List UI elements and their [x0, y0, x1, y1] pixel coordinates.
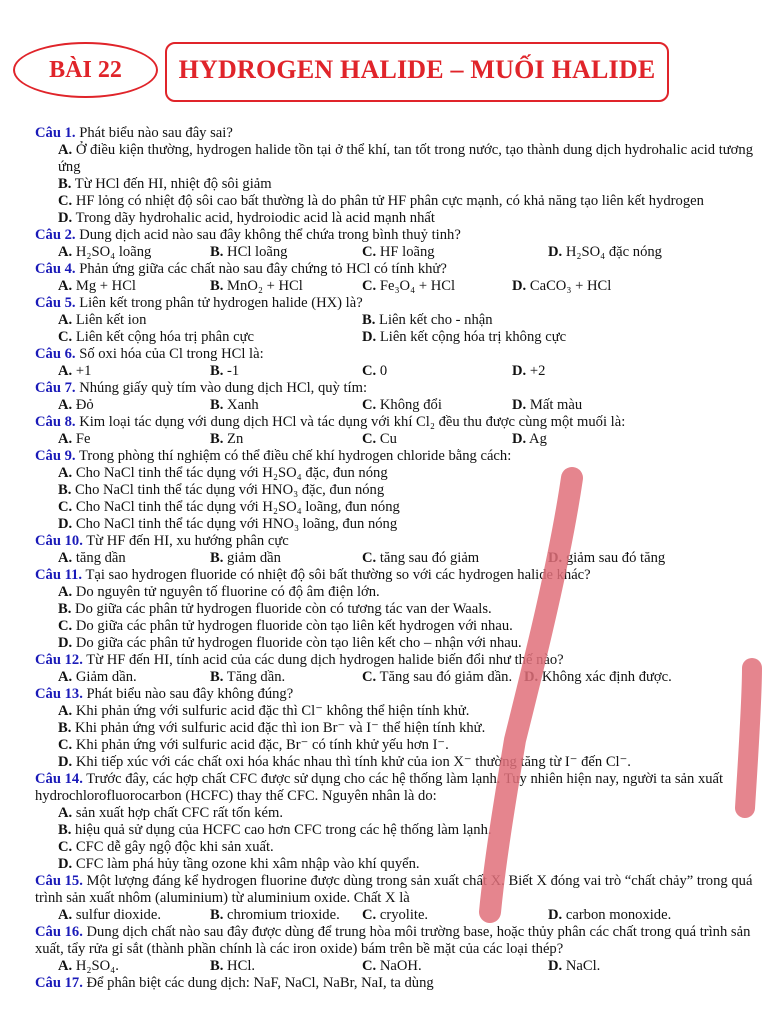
option-text: CFC dễ gây ngộ độc khi sản xuất.	[75, 839, 274, 855]
option-letter: D.	[58, 210, 73, 226]
question-4	[35, 261, 757, 278]
option-text: Không đổi	[379, 397, 442, 413]
option-text: -1	[227, 363, 240, 379]
option	[35, 601, 757, 618]
option-text: 0	[379, 363, 388, 379]
question-number: Câu 8.	[35, 414, 76, 430]
option-text: hiệu quả sử dụng của HCFC cao hơn CFC trong các hệ thống làm lạnh.	[75, 822, 492, 838]
option-letter: C.	[362, 244, 377, 260]
question-stem: Phát biểu nào sau đây không đúng?	[86, 686, 294, 702]
option-text: Fe₃O₄ + HCl	[379, 278, 456, 294]
option-letter: A.	[58, 907, 73, 923]
question-15	[35, 873, 757, 907]
question-stem: Dung dịch chất nào sau đây được dùng để trung hòa môi trường base, hoặc thủy phân các chất trong quá trình sản xuất, tẩy rửa gỉ sắt (thành phần chính là các iron oxide) bám trên bề mặt của các loại thép?	[35, 924, 751, 957]
question-number: Câu 6.	[35, 346, 76, 362]
option-letter: B.	[210, 669, 224, 685]
question-stem: Tại sao hydrogen fluoride có nhiệt độ sôi bất thường so với các hydrogen halide khác?	[85, 567, 591, 583]
option-letter: C.	[362, 550, 377, 566]
question-number: Câu 2.	[35, 227, 76, 243]
option-letter: B.	[58, 601, 72, 617]
question-stem: Liên kết trong phân tử hydrogen halide (HX) là?	[79, 295, 363, 311]
option	[210, 278, 362, 295]
option	[210, 431, 362, 448]
option-letter: C.	[362, 431, 377, 447]
option-text: sulfur dioxide.	[75, 907, 161, 923]
option-letter: A.	[58, 244, 73, 260]
option-row	[35, 669, 757, 686]
option-letter: C.	[58, 193, 73, 209]
question-stem: Từ HF đến HI, tính acid của các dung dịch hydrogen halide biến đổi như thế nào?	[86, 652, 564, 668]
question-number: Câu 16.	[35, 924, 83, 940]
option-text: Xanh	[227, 397, 259, 413]
question-8	[35, 414, 757, 431]
option	[362, 244, 548, 261]
option	[35, 618, 757, 635]
option	[362, 329, 566, 346]
option	[35, 176, 757, 193]
option-text: CaCO₃ + HCl	[529, 278, 612, 294]
option-letter: B.	[210, 278, 224, 294]
option-letter: A.	[58, 584, 73, 600]
option-letter: C.	[362, 907, 377, 923]
option-letter: C.	[362, 363, 377, 379]
option-text: sản xuất hợp chất CFC rất tốn kém.	[75, 805, 283, 821]
question-number: Câu 7.	[35, 380, 76, 396]
option-letter: C.	[58, 618, 73, 634]
option-letter: D.	[512, 363, 527, 379]
page-title	[165, 42, 669, 102]
option	[35, 193, 757, 210]
option-text: giảm dần	[227, 550, 281, 566]
lesson-label: BÀI 22	[49, 56, 122, 83]
lesson-badge	[13, 42, 158, 98]
question-list	[35, 125, 757, 992]
option	[362, 397, 512, 414]
option-text: CFC làm phá hủy tầng ozone khi xâm nhập vào khí quyển.	[75, 856, 420, 872]
option-letter: B.	[58, 482, 72, 498]
option-letter: C.	[58, 499, 73, 515]
question-stem: Số oxi hóa của Cl trong HCl là:	[79, 346, 264, 362]
option-text: H₂SO₄ loãng	[75, 244, 152, 260]
option-letter: D.	[524, 669, 539, 685]
option-row	[35, 312, 757, 329]
question-number: Câu 11.	[35, 567, 83, 583]
question-6	[35, 346, 757, 363]
option	[35, 635, 757, 652]
option	[362, 312, 493, 329]
question-1	[35, 125, 757, 142]
option-text: Do giữa các phân tử hydrogen fluoride còn có tương tác van der Waals.	[75, 601, 492, 617]
question-number: Câu 13.	[35, 686, 83, 702]
option-row	[35, 431, 757, 448]
option-text: Liên kết cho - nhận	[379, 312, 493, 328]
question-stem: Dung dịch acid nào sau đây không thể chứa trong bình thuỷ tinh?	[79, 227, 461, 243]
option	[210, 669, 362, 686]
option-text: HF lỏng có nhiệt độ sôi cao bất thường là do phân tử HF phân cực mạnh, có khả năng tạo liên kết hydrogen	[75, 193, 704, 209]
question-stem: Từ HF đến HI, xu hướng phân cực	[86, 533, 289, 549]
option-letter: B.	[210, 550, 224, 566]
question-10	[35, 533, 757, 550]
question-number: Câu 17.	[35, 975, 83, 991]
option-text: giảm sau đó tăng	[565, 550, 666, 566]
option-row	[35, 907, 757, 924]
question-number: Câu 1.	[35, 125, 76, 141]
option-letter: B.	[210, 958, 224, 974]
option-letter: D.	[58, 635, 73, 651]
question-number: Câu 12.	[35, 652, 83, 668]
option-text: Do giữa các phân tử hydrogen fluoride còn tạo liên kết hydrogen với nhau.	[75, 618, 513, 634]
question-5	[35, 295, 757, 312]
option-row	[35, 278, 757, 295]
option-text: Khi phản ứng với sulfuric acid đặc thì Cl⁻ không thể hiện tính khử.	[75, 703, 470, 719]
question-stem: Để phân biệt các dung dịch: NaF, NaCl, NaBr, NaI, ta dùng	[86, 975, 434, 991]
option-letter: A.	[58, 550, 73, 566]
option-text: Đỏ	[75, 397, 94, 413]
option	[512, 397, 582, 414]
option-letter: A.	[58, 465, 73, 481]
option	[210, 958, 362, 975]
option	[512, 363, 545, 380]
option-text: Liên kết ion	[75, 312, 147, 328]
option-letter: D.	[512, 431, 527, 447]
option-text: Cho NaCl tinh thể tác dụng với HNO₃ đặc, đun nóng	[75, 482, 385, 498]
question-stem: Một lượng đáng kể hydrogen fluorine được dùng trong sản xuất chất X. Biết X đóng vai trò “chất chảy” trong quá trình sản xuất nhôm (aluminium) từ aluminium oxide. Chất X là	[35, 873, 753, 906]
option-letter: A.	[58, 958, 73, 974]
option-text: Khi phản ứng với sulfuric acid đặc thì ion Br⁻ và I⁻ thể hiện tính khử.	[75, 720, 486, 736]
option	[524, 669, 672, 686]
question-number: Câu 5.	[35, 295, 76, 311]
question-number: Câu 4.	[35, 261, 76, 277]
option-text: Liên kết cộng hóa trị phân cực	[75, 329, 254, 345]
question-13	[35, 686, 757, 703]
option	[58, 431, 210, 448]
option	[58, 958, 210, 975]
option-text: tăng dần	[75, 550, 126, 566]
option-letter: B.	[362, 312, 376, 328]
option	[362, 550, 548, 567]
option-text: Mg + HCl	[75, 278, 136, 294]
option	[362, 278, 512, 295]
option-letter: D.	[512, 278, 527, 294]
option	[362, 431, 512, 448]
option	[35, 856, 757, 873]
option	[548, 550, 665, 567]
option-letter: C.	[58, 737, 73, 753]
option	[35, 482, 757, 499]
option	[35, 142, 757, 176]
option-text: H₂SO₄.	[75, 958, 119, 974]
option-text: HCl.	[227, 958, 256, 974]
option	[35, 499, 757, 516]
option	[35, 754, 757, 771]
option-letter: D.	[58, 516, 73, 532]
option-letter: B.	[210, 907, 224, 923]
option	[362, 363, 512, 380]
option	[35, 703, 757, 720]
question-9	[35, 448, 757, 465]
option	[210, 363, 362, 380]
option-text: Tăng dần.	[226, 669, 286, 685]
option	[35, 737, 757, 754]
option-text: Do nguyên tử nguyên tố fluorine có độ âm điện lớn.	[75, 584, 380, 600]
option-letter: C.	[362, 397, 377, 413]
option-text: Khi phản ứng với sulfuric acid đặc, Br⁻ có tính khử yếu hơn I⁻.	[75, 737, 449, 753]
option-letter: B.	[210, 431, 224, 447]
option-letter: A.	[58, 703, 73, 719]
option-letter: D.	[548, 958, 563, 974]
option-text: Mất màu	[529, 397, 583, 413]
option-text: HF loãng	[379, 244, 435, 260]
option-text: Cu	[379, 431, 397, 447]
option	[58, 363, 210, 380]
option-row	[35, 329, 757, 346]
option-letter: B.	[58, 822, 72, 838]
option-text: Zn	[227, 431, 244, 447]
option	[35, 465, 757, 482]
option	[58, 397, 210, 414]
question-number: Câu 15.	[35, 873, 83, 889]
option-letter: A.	[58, 805, 73, 821]
option-text: Khi tiếp xúc với các chất oxi hóa khác nhau thì tính khử của ion X⁻ thường tăng từ I⁻ đến Cl⁻.	[75, 754, 631, 770]
option-letter: D.	[548, 550, 563, 566]
option-letter: C.	[58, 329, 73, 345]
option-text: Cho NaCl tinh thể tác dụng với H₂SO₄ đặc, đun nóng	[75, 465, 388, 481]
question-stem: Phát biểu nào sau đây sai?	[79, 125, 233, 141]
option	[58, 907, 210, 924]
option-text: Từ HCl đến HI, nhiệt độ sôi giảm	[74, 176, 272, 192]
question-number: Câu 10.	[35, 533, 83, 549]
option-letter: A.	[58, 431, 73, 447]
option-letter: B.	[210, 397, 224, 413]
option-letter: D.	[58, 856, 73, 872]
option	[548, 958, 600, 975]
option-text: H₂SO₄ đặc nóng	[565, 244, 662, 260]
option-text: Tăng sau đó giảm dần.	[379, 669, 513, 685]
option	[512, 278, 611, 295]
option	[35, 805, 757, 822]
option	[512, 431, 547, 448]
option-text: Không xác định được.	[541, 669, 672, 685]
option-row	[35, 397, 757, 414]
option	[58, 312, 362, 329]
option-letter: A.	[58, 312, 73, 328]
option-letter: B.	[210, 244, 224, 260]
question-number: Câu 9.	[35, 448, 76, 464]
option	[35, 516, 757, 533]
option-text: Cho NaCl tinh thể tác dụng với HNO₃ loãng, đun nóng	[75, 516, 398, 532]
option-text: carbon monoxide.	[565, 907, 672, 923]
option-text: Giảm dần.	[75, 669, 137, 685]
option	[210, 244, 362, 261]
option-text: HCl loãng	[227, 244, 288, 260]
option-text: NaCl.	[565, 958, 601, 974]
question-17	[35, 975, 757, 992]
option-text: MnO₂ + HCl	[227, 278, 303, 294]
question-11	[35, 567, 757, 584]
option	[35, 584, 757, 601]
option-letter: A.	[58, 278, 73, 294]
question-stem: Kim loại tác dụng với dung dịch HCl và tác dụng với khí Cl₂ đều thu được cùng một muối là:	[79, 414, 626, 430]
option	[58, 278, 210, 295]
page-title-text: HYDROGEN HALIDE – MUỐI HALIDE	[178, 55, 656, 84]
option	[35, 822, 757, 839]
question-16	[35, 924, 757, 958]
option-letter: A.	[58, 142, 73, 158]
option	[58, 244, 210, 261]
option	[362, 907, 548, 924]
option-row	[35, 550, 757, 567]
option	[35, 210, 757, 227]
option	[210, 550, 362, 567]
option	[362, 958, 548, 975]
option-text: Do giữa các phân tử hydrogen fluoride còn tạo liên kết cho – nhận với nhau.	[75, 635, 522, 651]
option-letter: A.	[58, 397, 73, 413]
option	[548, 244, 662, 261]
question-12	[35, 652, 757, 669]
option-letter: D.	[548, 244, 563, 260]
question-7	[35, 380, 757, 397]
option-letter: C.	[58, 839, 73, 855]
option-letter: D.	[362, 329, 377, 345]
option	[58, 550, 210, 567]
question-stem: Nhúng giấy quỳ tím vào dung dịch HCl, quỳ tím:	[79, 380, 368, 396]
question-stem: Trong phòng thí nghiệm có thể điều chế khí hydrogen chloride bằng cách:	[78, 448, 512, 464]
question-2	[35, 227, 757, 244]
option-row	[35, 363, 757, 380]
option-text: Trong dãy hydrohalic acid, hydroiodic acid là acid mạnh nhất	[75, 210, 435, 226]
option-letter: C.	[362, 278, 377, 294]
question-14	[35, 771, 757, 805]
option-letter: A.	[58, 363, 73, 379]
option-letter: C.	[362, 958, 377, 974]
option-letter: D.	[58, 754, 73, 770]
option	[362, 669, 524, 686]
option-text: chromium trioxide.	[227, 907, 340, 923]
question-stem: Trước đây, các hợp chất CFC được sử dụng cho các hệ thống làm lạnh. Tuy nhiên hiện nay, người ta sản xuất hydrochlorofluorocarbon (HCFC) thay thế CFC. Nguyên nhân là do:	[35, 771, 724, 804]
option-text: +1	[75, 363, 92, 379]
option	[35, 839, 757, 856]
option-letter: B.	[210, 363, 224, 379]
option-text: Fe	[75, 431, 91, 447]
option-text: tăng sau đó giảm	[379, 550, 480, 566]
question-stem: Phản ứng giữa các chất nào sau đây chứng tỏ HCl có tính khử?	[79, 261, 447, 277]
option-text: +2	[529, 363, 546, 379]
option-text: Cho NaCl tinh thể tác dụng với H₂SO₄ loãng, đun nóng	[75, 499, 400, 515]
option-letter: C.	[362, 669, 377, 685]
option	[58, 669, 210, 686]
option-row	[35, 244, 757, 261]
option-letter: B.	[58, 176, 72, 192]
option-row	[35, 958, 757, 975]
option-letter: A.	[58, 669, 73, 685]
option-text: cryolite.	[379, 907, 429, 923]
option-text: Liên kết cộng hóa trị không cực	[379, 329, 567, 345]
option-text: Ag	[529, 431, 547, 447]
option	[210, 907, 362, 924]
option-letter: D.	[548, 907, 563, 923]
option-letter: B.	[58, 720, 72, 736]
option	[35, 720, 757, 737]
option-text: NaOH.	[379, 958, 422, 974]
option	[548, 907, 671, 924]
option	[210, 397, 362, 414]
option-letter: D.	[512, 397, 527, 413]
option-text: Ở điều kiện thường, hydrogen halide tồn tại ở thể khí, tan tốt trong nước, tạo thành dung dịch hydrohalic acid tương ứng	[58, 142, 753, 175]
option	[58, 329, 362, 346]
question-number: Câu 14.	[35, 771, 83, 787]
